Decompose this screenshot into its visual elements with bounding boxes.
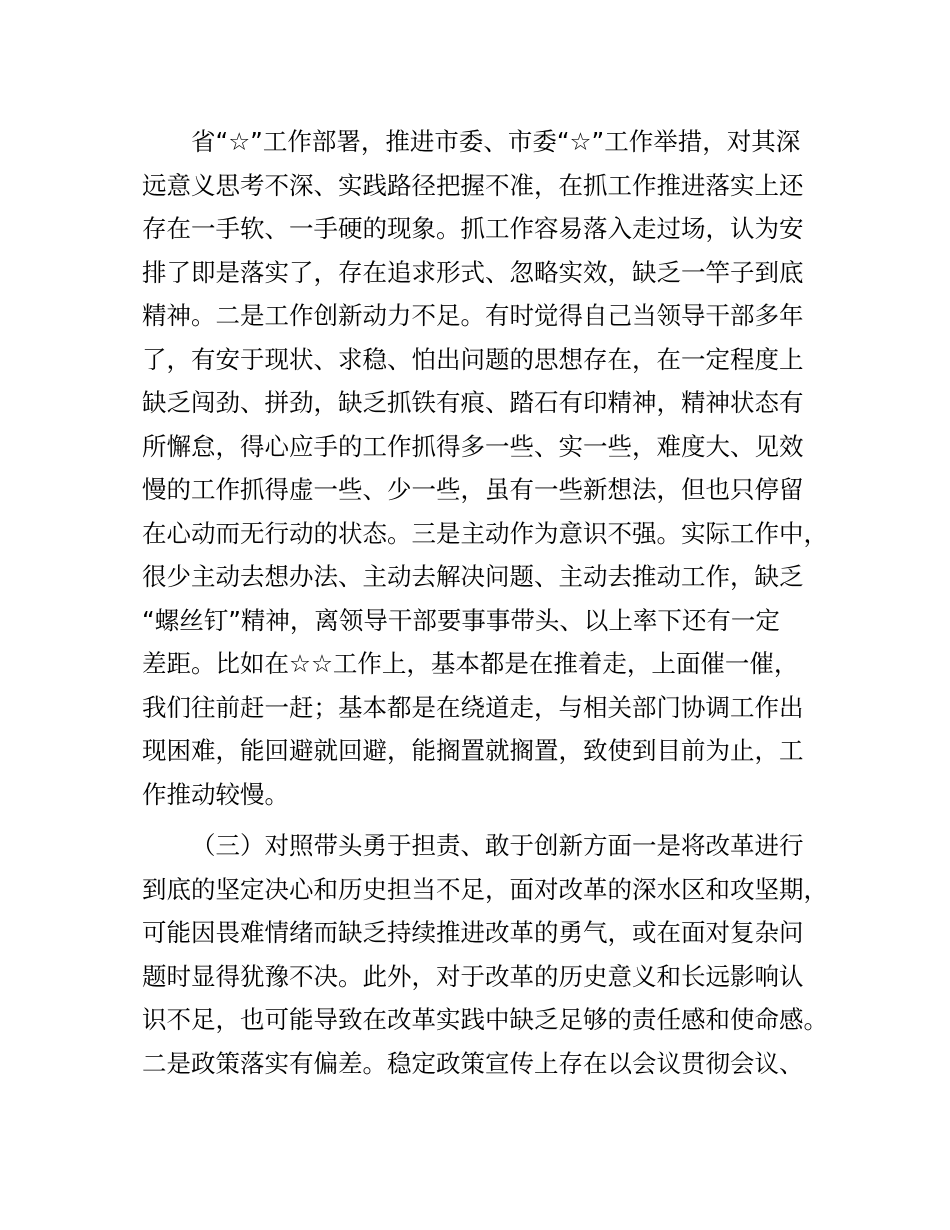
text-line: 省“☆”工作部署，推进市委、市委“☆”工作举措，对其深: [191, 127, 801, 156]
text-line: （三）对照带头勇于担责、敢于创新方面一是将改革进行: [191, 831, 804, 860]
text-line: 可能因畏难情绪而缺乏持续推进改革的勇气，或在面对复杂问: [142, 918, 804, 947]
text-line: 存在一手软、一手硬的现象。抓工作容易落入走过场，认为安: [142, 214, 804, 243]
text-line: 远意义思考不深、实践路径把握不准，在抓工作推进落实上还: [142, 170, 804, 200]
paragraph-2: [142, 824, 832, 1085]
document-body: [142, 120, 832, 1093]
text-line: 排了即是落实了，存在追求形式、忽略实效，缺乏一竿子到底: [142, 257, 804, 287]
text-line: 到底的坚定决心和历史担当不足，面对改革的深水区和攻坚期，: [142, 874, 828, 904]
paragraph-1: [142, 120, 832, 816]
text-line: 所懈怠，得心应手的工作抓得多一些、实一些，难度大、见效: [142, 431, 804, 461]
text-line: 我们往前赶一赶；基本都是在绕道走，与相关部门协调工作出: [142, 692, 804, 722]
text-line: 了，有安于现状、求稳、怕出问题的思想存在，在一定程度上: [142, 344, 804, 374]
text-line: 差距。比如在☆☆工作上，基本都是在推着走，上面催一催，: [142, 649, 799, 678]
text-line: 缺乏闯劲、拼劲，缺乏抓铁有痕、踏石有印精神，精神状态有: [142, 388, 804, 417]
text-line: 慢的工作抓得虚一些、少一些，虽有一些新想法，但也只停留: [142, 475, 804, 504]
text-line: 作推动较慢。: [142, 779, 289, 809]
text-line: 很少主动去想办法、主动去解决问题、主动去推动工作，缺乏: [142, 562, 804, 591]
text-line: 识不足，也可能导致在改革实践中缺乏足够的责任感和使命感。: [142, 1005, 828, 1034]
text-line: 二是政策落实有偏差。稳定政策宣传上存在以会议贯彻会议、: [142, 1048, 804, 1078]
text-line: 题时显得犹豫不决。此外，对于改革的历史意义和长远影响认: [142, 961, 804, 991]
text-line: 在心动而无行动的状态。三是主动作为意识不强。实际工作中，: [142, 518, 828, 548]
text-line: 现困难，能回避就回避，能搁置就搁置，致使到目前为止，工: [142, 736, 804, 765]
text-line: “螺丝钉”精神，离领导干部要事事带头、以上率下还有一定: [142, 605, 780, 635]
text-line: 精神。二是工作创新动力不足。有时觉得自己当领导干部多年: [142, 301, 804, 330]
